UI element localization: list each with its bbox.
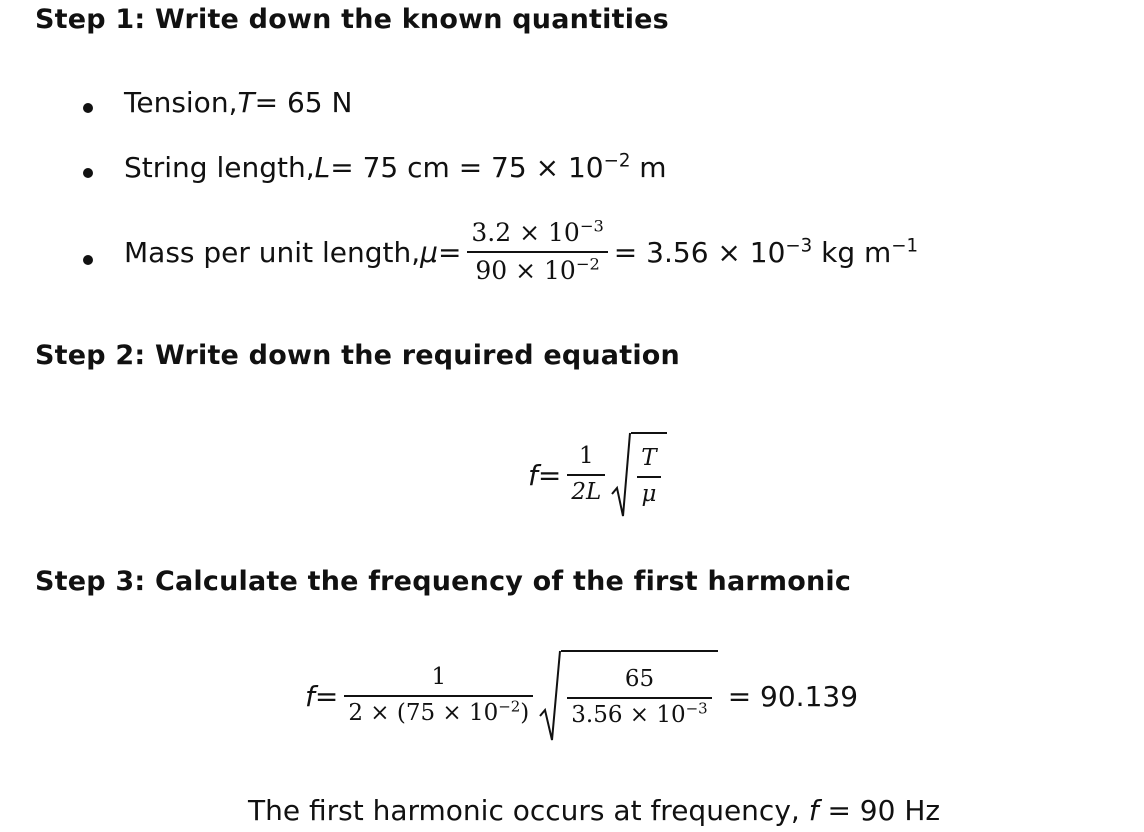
bullet-icon	[83, 168, 93, 178]
frequency-equation	[528, 432, 667, 518]
calc-result: = 90.139	[727, 679, 859, 713]
calc-numerator: 1	[431, 664, 447, 691]
root-numerator: T	[641, 445, 657, 472]
tension-symbol: T	[237, 86, 255, 119]
conclusion-symbol: f	[808, 794, 819, 827]
list-item-mass-per-length	[0, 210, 1144, 290]
step-3-heading: Step 3: Calculate the frequency of the first harmonic	[35, 566, 852, 597]
bullet-icon	[83, 103, 93, 113]
mass-numerator: $3.2 \times 10^{-3}$	[471, 216, 604, 247]
mass-equals: =	[437, 235, 462, 269]
equation-denominator: 2L	[571, 479, 602, 505]
square-root	[611, 432, 666, 518]
bullet-icon	[83, 255, 93, 265]
tension-value: = 65 N	[254, 86, 353, 119]
calculation-equation	[305, 650, 858, 742]
step-1-heading: Step 1: Write down the known quantities	[35, 4, 669, 35]
calc-lhs: f	[305, 679, 315, 713]
calc-root-numerator: 65	[624, 666, 655, 693]
length-label: String length,	[124, 151, 315, 184]
mass-denominator: $90 \times 10^{-2}$	[475, 254, 600, 285]
root-denominator: μ	[641, 481, 657, 507]
step-2-heading: Step 2: Write down the required equation	[35, 340, 680, 371]
mass-label: Mass per unit length,	[124, 235, 421, 269]
equation-fraction	[567, 443, 605, 506]
calc-fraction	[344, 664, 533, 727]
calc-equals: =	[314, 679, 339, 713]
equation-equals: =	[537, 458, 562, 492]
mass-fraction	[467, 218, 607, 286]
calc-denominator: $2 \times (75 \times 10^{-2})$	[348, 697, 530, 726]
conclusion	[248, 794, 940, 827]
fraction-bar	[467, 251, 607, 253]
radical-sign-icon	[539, 650, 561, 742]
conclusion-prefix: The first harmonic occurs at frequency,	[248, 794, 809, 827]
mass-symbol: μ	[420, 235, 438, 269]
list-item-length	[0, 133, 1144, 213]
conclusion-value: = 90 Hz	[818, 794, 941, 827]
calc-square-root	[539, 650, 717, 742]
length-symbol: L	[314, 151, 331, 184]
calc-root-denominator: $3.56 \times 10^{-3}$	[571, 699, 708, 728]
mass-result: = $3.56 \times 10^{-3}$ kg $m^{-1}$	[613, 235, 919, 269]
equation-numerator: 1	[578, 443, 594, 470]
equation-lhs: f	[528, 458, 538, 492]
radical-sign-icon	[611, 432, 631, 518]
length-value: = 75 cm = $75 \times 10^{-2}$ m	[330, 150, 667, 184]
tension-label: Tension,	[124, 86, 238, 119]
